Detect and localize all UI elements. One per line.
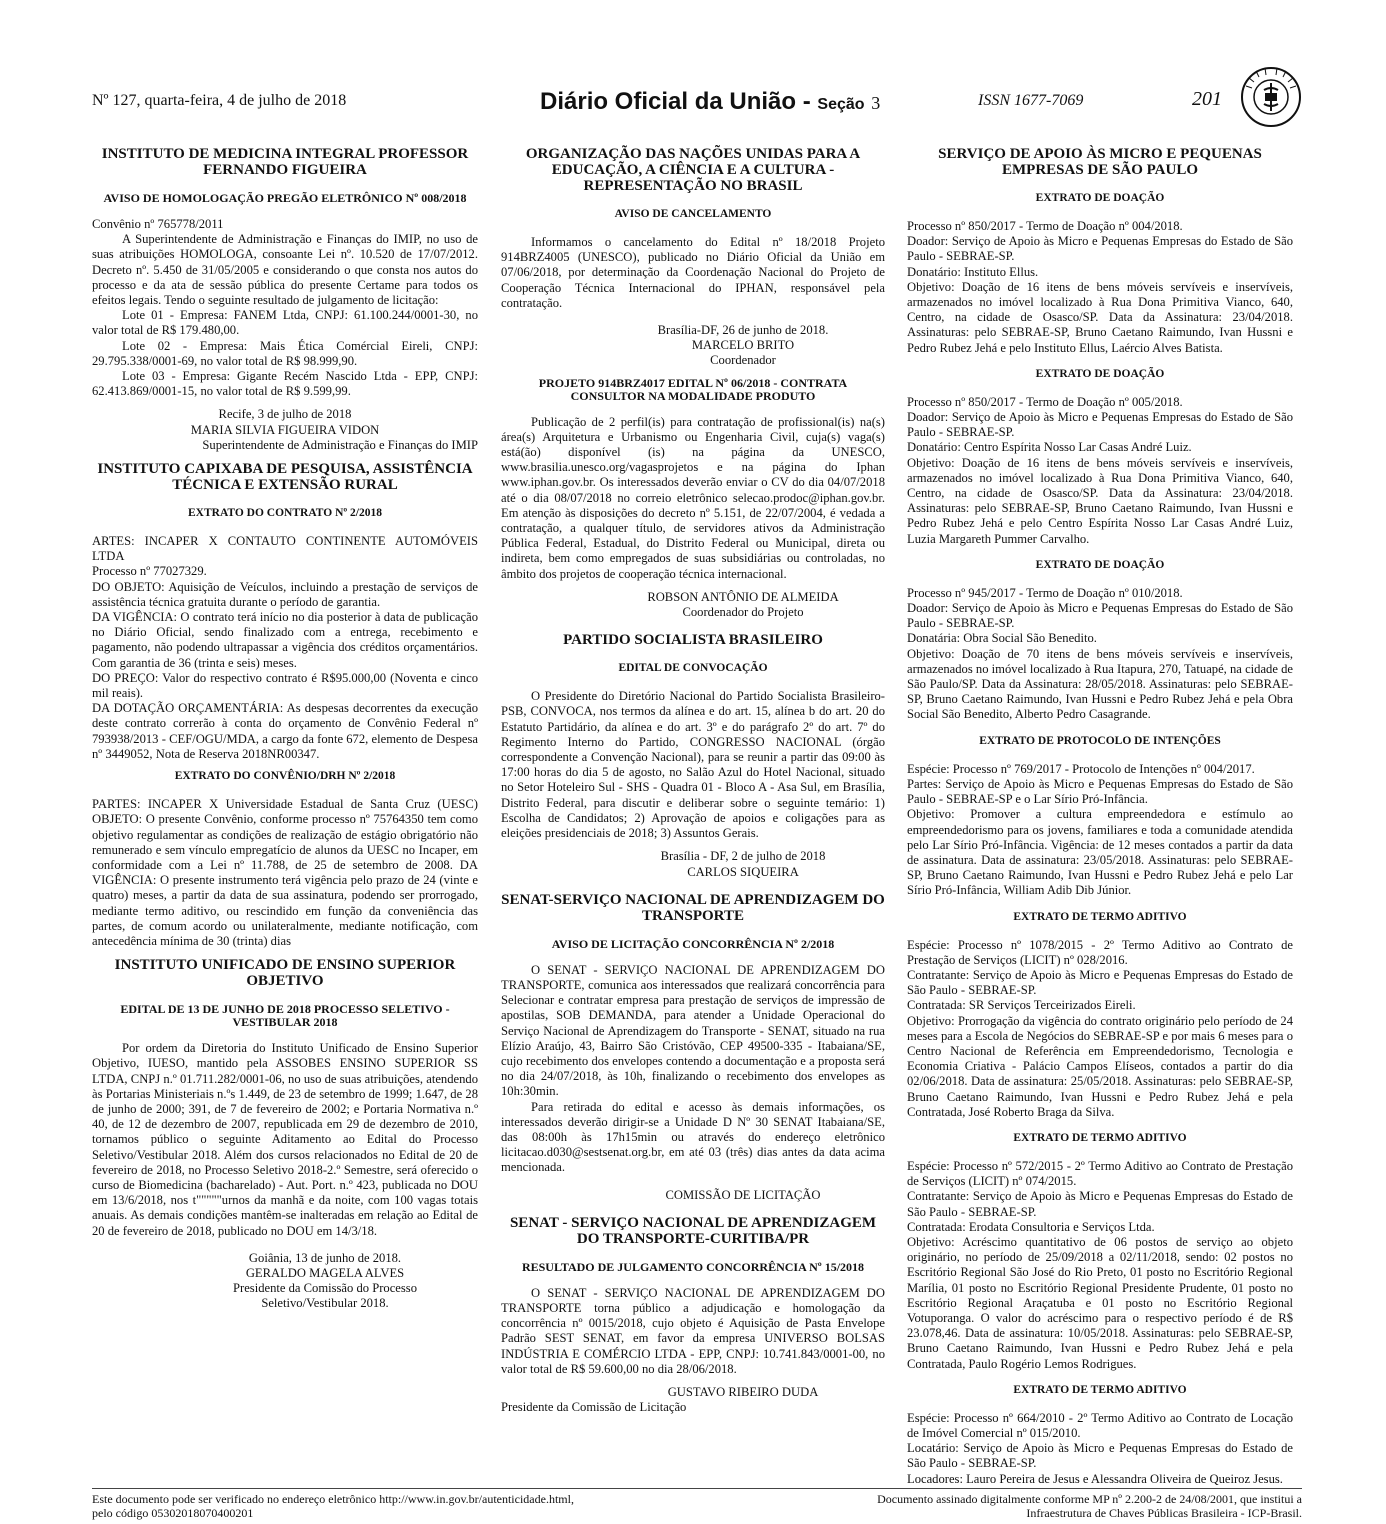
place-date: Goiânia, 13 de junho de 2018. <box>248 1250 402 1265</box>
signer-role: Presidente da Comissão de Licitação <box>501 1400 687 1415</box>
footer-line: Este documento pode ser verificado no endereço eletrônico http://www.in.gov.br/autenticidade.html, <box>92 1492 574 1506</box>
place-date: Brasília-DF, 26 de junho de 2018. <box>657 323 829 338</box>
section-title: SENAT-SERVIÇO NACIONAL DE APRENDIZAGEM DO TRANSPORTE <box>501 891 885 924</box>
signer-name: CARLOS SIQUEIRA <box>687 864 799 879</box>
paragraph: O Presidente do Diretório Nacional do Partido Socialista Brasileiro-PSB, CONVOCA, nos termos da alínea e do art. 15, alínea b do art. 20 do Estatuto Partidário, da alínea e do art. 3º e do parágrafo 2º do art. 7º do Regimento Interno do Partido, CONGRESSO NACIONAL (órgão correspondente a Convenção Nacional), para se reunir a partir das 09:00 às 17:00 horas do dia 5 de agosto, no Salão Azul do Hotel Nacional, situado no Setor Hoteleiro Sul - SHS - Quadra 01 - Bloco A - Asa Sul, em Brasília, Distrito Federal, para discutir e deliberar sobre o seguinte temário: 1) Escolha de Candidatos; 2) Aprovação de apoios e coligações para as eleições presidenciais de 2018; 3) Assuntos Gerais. <box>501 689 885 841</box>
section-subtitle: EXTRATO DE TERMO ADITIVO <box>1013 910 1187 923</box>
column-2 <box>501 146 885 1415</box>
title-text: Diário Oficial da União - <box>540 88 811 115</box>
footer-signature <box>782 1492 1302 1520</box>
page-header <box>92 86 1302 126</box>
paragraph: Objetivo: Doação de 70 itens de bens móveis servíveis e inservíveis, armazenados no imóvel localizado à Rua Itapura, 270, Tatuapé, na cidade de São Paulo/SP. Data da Assinatura: 28/05/2018. Assinaturas: pelo SEBRAE-SP, Bruno Caetano Raimundo, Ivan Hussni e Pedro Rubez Jehá e pela Obra Social São Benedito, Alberto Pedro Casagrande. <box>907 646 1293 722</box>
paragraph: Locatário: Serviço de Apoio às Micro e Pequenas Empresas do Estado de São Paulo - SEBRAE-SP. <box>907 1441 1293 1471</box>
paragraph: Objetivo: Acréscimo quantitativo de 06 postos de serviço ao objeto originário, no período de 25/09/2018 a 02/11/2018, sendo: 02 postos no Escritório Regional São José do Rio Preto, 01 posto no Escritório Regional Marília, 01 posto no Escritório Regional Presidente Prudente, 01 posto no Escritório Regional Araçatuba e 01 posto no Escritório Regional Votuporanga. O valor do acréscimo para o respectivo período é de R$ 23.078,46. Data de assinatura: 10/05/2018. Assinaturas: pelo SEBRAE-SP, Bruno Caetano Raimundo, Ivan Hussni e Pedro Rubez Jehá e pela Contratada, Paulo Rogério Lemos Rodrigues. <box>907 1234 1293 1371</box>
section-subtitle: EXTRATO DE DOAÇÃO <box>1035 367 1165 380</box>
paragraph: Espécie: Processo nº 769/2017 - Protocolo de Intenções nº 004/2017. <box>907 761 1255 776</box>
paragraph: Donatária: Obra Social São Benedito. <box>907 631 1097 646</box>
paragraph: ARTES: INCAPER X CONTAUTO CONTINENTE AUTOMÓVEIS LTDA <box>92 534 478 564</box>
paragraph: Objetivo: Promover a cultura empreendedora e estímulo ao empreendedorismo para os jovens, familiares e toda a comunidade atendida pelo Lar Sírio Pró-Infância. Vigência: de 12 meses contados a partir da data de assinatura. Data de assinatura: 23/05/2018. Assinaturas: pelo SEBRAE-SP, Bruno Caetano Raimundo, Ivan Hussni e Pedro Rubez Jehá e pelo Lar Sírio Pró-Infância, William Adib Dib Júnior. <box>907 807 1293 898</box>
paragraph: Convênio nº 765778/2011 <box>92 217 224 231</box>
paragraph: Para retirada do edital e acesso às demais informações, os interessados deverão dirigir-se a Unidade D Nº 30 SENAT Itabaiana/SE, das 08:00h às 17h15min ou através do endereço eletrônico licitacao.d030@sestsenat.org.br, em até 03 (três) dias antes da data acima mencionada. <box>501 1099 885 1175</box>
section-subtitle: EXTRATO DO CONVÊNIO/DRH Nº 2/2018 <box>174 770 396 783</box>
paragraph: Contratante: Serviço de Apoio às Micro e Pequenas Empresas do Estado de São Paulo - SEBRAE-SP. <box>907 967 1293 998</box>
paragraph: PARTES: INCAPER X Universidade Estadual de Santa Cruz (UESC) OBJETO: O presente Convênio, conforme processo nº 75764350 tem como objetivo regulamentar as condições de realização de estágio obrigatório não remunerado e sem vínculo empregatício de alunos da UESC no Incaper, em conformidade com a Lei nº 11.788, de 25 de setembro de 2008. DA VIGÊNCIA: O presente instrumento terá vigência pelo prazo de 24 (vinte e quatro) meses, a partir da data de sua assinatura, podendo ser prorrogado, mediante termo aditivo, ou rescindido em função da conveniência das partes, de comum acordo ou unilateralmente, mediante notificação, com antecedência mínima de 30 (trinta) dias <box>92 797 478 948</box>
paragraph: Contratada: SR Serviços Terceirizados Eireli. <box>907 998 1136 1013</box>
footer-line: Infraestrutura de Chaves Públicas Brasileira - ICP-Brasil. <box>1026 1506 1302 1520</box>
footer-verification <box>92 1492 652 1520</box>
paragraph: Informamos o cancelamento do Edital nº 18/2018 Projeto 914BRZ4005 (UNESCO), publicado no Diário Oficial da União em 07/06/2018, por determinação da Coordenação Nacional do Projeto de Cooperação Técnica Internacional do IPHAN, responsável pela contratação. <box>501 235 885 310</box>
paragraph: Doador: Serviço de Apoio às Micro e Pequenas Empresas do Estado de São Paulo - SEBRAE-SP. <box>907 234 1293 264</box>
signer-role: Coordenador do Projeto <box>682 605 804 620</box>
place-date: Brasília - DF, 2 de julho de 2018 <box>660 849 826 864</box>
section-subtitle: EXTRATO DE TERMO ADITIVO <box>1013 1383 1187 1396</box>
section-title: INSTITUTO CAPIXABA DE PESQUISA, ASSISTÊNCIA TÉCNICA E EXTENSÃO RURAL <box>97 461 473 494</box>
paragraph: Publicação de 2 perfil(is) para contratação de profissional(is) na(s) área(s) Arquitetura e Urbanismo ou Engenharia Civil, cuja(s) vaga(s) está(ão) disponível (is) na página da UNESCO, www.brasilia.unesco.org/vagasprojetos e na página do Iphan www.iphan.gov.br. Os interessados deverão enviar o CV do dia 04/07/2018 até o dia 08/07/2018 no correio eletrônico selecao.prodoc@iphan.gov.br. Em atenção às disposições do decreto nº 5.151, de 22/07/2004, é vedada a contratação, a qualquer título, de servidores ativos da Administração Pública Federal, Estadual, do Distrito Federal ou Municipal, direta ou indireta, bem como empregados de suas subsidiárias ou controladas, no âmbito dos projetos de cooperação técnica internacional. <box>501 414 885 581</box>
section-subtitle: RESULTADO DE JULGAMENTO CONCORRÊNCIA Nº 15/2018 <box>521 1259 865 1274</box>
page-number: 201 <box>1192 88 1222 110</box>
column-3 <box>907 146 1293 1487</box>
column-1 <box>92 146 478 1312</box>
paragraph: Processo nº 77027329. <box>92 564 207 579</box>
section-subtitle: AVISO DE HOMOLOGAÇÃO PREGÃO ELETRÔNICO Nº 008/2018 <box>103 191 467 205</box>
signer-role: Seletivo/Vestibular 2018. <box>261 1296 389 1311</box>
signer-name: GERALDO MAGELA ALVES <box>245 1265 405 1280</box>
section-subtitle: AVISO DE LICITAÇÃO CONCORRÊNCIA Nº 2/2018 <box>551 936 835 951</box>
signer-role: Superintendente de Administração e Finanças do IMIP <box>202 437 478 452</box>
section-title: PARTIDO SOCIALISTA BRASILEIRO <box>563 632 823 649</box>
paragraph: Doador: Serviço de Apoio às Micro e Pequenas Empresas do Estado de São Paulo - SEBRAE-SP. <box>907 601 1293 631</box>
section-subtitle: EXTRATO DE DOAÇÃO <box>1035 192 1165 204</box>
signer-name: ROBSON ANTÔNIO DE ALMEIDA <box>647 589 839 604</box>
paragraph: A Superintendente de Administração e Finanças do IMIP, no uso de suas atribuições HOMOLOGA, consoante Lei nº. 10.520 de 17/07/2012. Decreto nº. 5.450 de 31/05/2005 e considerando o que consta nos autos do processo e da ata de sessão pública do presente Certame para todos os efeitos legais. Tendo o seguinte resultado de julgamento de licitação: <box>92 232 478 308</box>
paragraph: Objetivo: Doação de 16 itens de bens móveis servíveis e inservíveis, armazenados no imóvel localizado à Rua Dona Primitiva Vianco, 640, Centro, na cidade de Osasco/SP. Data da Assinatura: 23/04/2018. Assinaturas: pelo SEBRAE-SP, Bruno Caetano Raimundo, Ivan Hussni e Pedro Rubez Jehá e pelo Centro Espírita Nosso Lar Casas André Luiz, Luzia Margareth Pummer Carvalho. <box>907 455 1293 546</box>
paragraph: DA VIGÊNCIA: O contrato terá início no dia posterior à data de publicação no Diário Oficial, sendo finalizado com a entrega, recebimento e pagamento, não podendo ultrapassar a vigência dos créditos orçamentários. Com garantia de 36 (trinta e seis) meses. <box>92 610 478 670</box>
signer-name: MARCELO BRITO <box>691 338 795 353</box>
paragraph: Processo nº 850/2017 - Termo de Doação nº 004/2018. <box>907 219 1183 233</box>
section-subtitle: EDITAL DE CONVOCAÇÃO <box>618 662 768 675</box>
section-subtitle: EXTRATO DE PROTOCOLO DE INTENÇÕES <box>979 734 1221 747</box>
imprensa-nacional-seal-icon <box>1240 66 1302 128</box>
section-subtitle: PROJETO 914BRZ4017 EDITAL Nº 06/2018 - CONTRATA CONSULTOR NA MODALIDADE PRODUTO <box>538 375 848 403</box>
signer-name: GUSTAVO RIBEIRO DUDA <box>667 1384 819 1399</box>
signer-role: Presidente da Comissão do Processo <box>233 1281 417 1296</box>
newspaper-title <box>540 88 880 116</box>
paragraph: Objetivo: Doação de 16 itens de bens móveis servíveis e inservíveis, armazenados no imóvel localizado à Rua Dona Primitiva Vianco, 640, Centro, na cidade de Osasco/SP. Data da Assinatura: 23/04/2018. Assinaturas: pelo SEBRAE-SP, Bruno Caetano Raimundo, Ivan Hussni e Pedro Rubez Jehá e pelo Instituto Ellus, Laércio Alves Batista. <box>907 279 1293 355</box>
footer-line: pelo código 05302018070400201 <box>92 1506 254 1520</box>
issn: ISSN 1677-7069 <box>978 92 1084 109</box>
paragraph: Doador: Serviço de Apoio às Micro e Pequenas Empresas do Estado de São Paulo - SEBRAE-SP. <box>907 410 1293 440</box>
section-title: SERVIÇO DE APOIO ÀS MICRO E PEQUENAS EMPRESAS DE SÃO PAULO <box>938 146 1262 178</box>
paragraph: Processo nº 945/2017 - Termo de Doação nº 010/2018. <box>907 585 1183 600</box>
paragraph: Lote 02 - Empresa: Mais Ética Comércial Eireli, CNPJ: 29.795.338/0001-69, no valor total de R$ 98.999,90. <box>92 338 478 368</box>
paragraph: Contratada: Erodata Consultoria e Serviços Ltda. <box>907 1219 1155 1234</box>
paragraph: Partes: Serviço de Apoio às Micro e Pequenas Empresas do Estado de São Paulo - SEBRAE-SP e o Lar Sírio Pró-Infância. <box>907 776 1293 807</box>
issue-info: Nº 127, quarta-feira, 4 de julho de 2018 <box>92 92 347 109</box>
section-subtitle: EXTRATO DE TERMO ADITIVO <box>1013 1131 1187 1144</box>
paragraph: Lote 01 - Empresa: FANEM Ltda, CNPJ: 61.100.244/0001-30, no valor total de R$ 179.480,00. <box>92 308 478 338</box>
paragraph: Donatário: Centro Espírita Nosso Lar Casas André Luiz. <box>907 440 1192 455</box>
paragraph: Donatário: Instituto Ellus. <box>907 264 1039 279</box>
paragraph: DO PREÇO: Valor do respectivo contrato é R$95.000,00 (Noventa e cinco mil reais). <box>92 670 478 701</box>
page-footer <box>92 1488 1302 1520</box>
paragraph: DA DOTAÇÃO ORÇAMENTÁRIA: As despesas decorrentes da execução deste contrato correrão à conta do orçamento de Convênio Federal nº 793938/2013 - CEF/OGU/MDA, a cargo da fonte 672, elemento de Despesa nº 3449052, Nota de Reserva 2018NR00347. <box>92 701 478 761</box>
section-subtitle: EDITAL DE 13 DE JUNHO DE 2018 PROCESSO SELETIVO - VESTIBULAR 2018 <box>120 1002 450 1030</box>
paragraph: O SENAT - SERVIÇO NACIONAL DE APRENDIZAGEM DO TRANSPORTE, comunica aos interessados que realizará concorrência para Selecionar e contratar empresa para prestação de serviços de impressão de apostilas, SOB DEMANDA, para atender a Unidade Operacional do Serviço Nacional de Aprendizagem do Transporte - SENAT, situado na rua Elízio Araújo, 43, Bairro São Cristóvão, CEP 49500-335 - Itabaiana/SE, cujo recebimento dos envelopes contendo a documentação e a proposta será no dia 24/07/2018, às 10h, finalizando o recebimento dos envelopes as 10h:30min. <box>501 962 885 1099</box>
section-title: ORGANIZAÇÃO DAS NAÇÕES UNIDAS PARA A EDUCAÇÃO, A CIÊNCIA E A CULTURA - REPRESENTAÇÃO NO BRASIL <box>525 146 861 194</box>
paragraph: Lote 03 - Empresa: Gigante Recém Nascido Ltda - EPP, CNPJ: 62.413.869/0001-15, no valor total de R$ 9.599,99. <box>92 369 478 399</box>
section-subtitle: EXTRATO DE DOAÇÃO <box>1035 558 1165 571</box>
signer-name: MARIA SILVIA FIGUEIRA VIDON <box>190 422 380 437</box>
section-label: Seção <box>817 96 865 113</box>
place-date: Recife, 3 de julho de 2018 <box>218 407 352 422</box>
paragraph: DO OBJETO: Aquisição de Veículos, incluindo a prestação de serviços de assistência técnica gratuita durante o período de garantia. <box>92 579 478 609</box>
signer-role: Coordenador <box>710 353 776 368</box>
section-number: 3 <box>871 93 881 113</box>
footer-line: Documento assinado digitalmente conforme MP nº 2.200-2 de 24/08/2001, que institui a <box>877 1492 1302 1506</box>
paragraph: Processo nº 850/2017 - Termo de Doação nº 005/2018. <box>907 394 1183 409</box>
paragraph: Locadores: Lauro Pereira de Jesus e Alessandra Oliveira de Queiroz Jesus. <box>907 1471 1283 1486</box>
paragraph: Espécie: Processo nº 572/2015 - 2º Termo Aditivo ao Contrato de Prestação de Serviços (LICIT) nº 074/2015. <box>907 1158 1293 1189</box>
signer-name: COMISSÃO DE LICITAÇÃO <box>665 1187 821 1202</box>
section-title: SENAT - SERVIÇO NACIONAL DE APRENDIZAGEM DO TRANSPORTE-CURITIBA/PR <box>509 1214 877 1247</box>
section-subtitle: AVISO DE CANCELAMENTO <box>614 208 772 220</box>
paragraph: O SENAT - SERVIÇO NACIONAL DE APRENDIZAGEM DO TRANSPORTE torna público a adjudicação e homologação da concorrência nº 0015/2018, cujo objeto é Aquisição de Pasta Envelope Padrão SEST SENAT, em favor da empresa UNIVERSO BOLSAS INDÚSTRIA E COMÉRCIO LTDA - EPP, CNPJ: 10.741.843/0001-00, no valor total de R$ 59.600,00 no dia 28/06/2018. <box>501 1285 885 1376</box>
paragraph: Objetivo: Prorrogação da vigência do contrato originário pelo período de 24 meses para a Escola de Negócios do SEBRAE-SP e por mais 6 meses para o Centro Nacional de Referência em Empreendedorismo, Tecnologia e Economia Criativa - Palácio Campos Elíseos, contados a partir do dia 02/06/2018. Data de assinatura: 25/05/2018. Assinaturas: pelo SEBRAE-SP, Bruno Caetano Raimundo, Ivan Hussni e Pedro Rubez Jehá e pela Contratada, José Roberto Braga da Silva. <box>907 1013 1293 1119</box>
paragraph: Espécie: Processo nº 664/2010 - 2º Termo Aditivo ao Contrato de Locação de Imóvel Comercial nº 015/2010. <box>907 1410 1293 1440</box>
paragraph: Espécie: Processo nº 1078/2015 - 2º Termo Aditivo ao Contrato de Prestação de Serviços (LICIT) nº 028/2016. <box>907 937 1293 967</box>
section-subtitle: EXTRATO DO CONTRATO Nº 2/2018 <box>188 507 382 520</box>
section-title: INSTITUTO UNIFICADO DE ENSINO SUPERIOR OBJETIVO <box>114 957 456 990</box>
paragraph: Por ordem da Diretoria do Instituto Unificado de Ensino Superior Objetivo, IUESO, mantido pela ASSOBES ENSINO SUPERIOR SS LTDA, CNPJ n.º 01.711.282/0001-06, no uso de suas atribuições, atendendo às Portarias Ministeriais n.ºs 1.449, de 23 de setembro de 1999; 1.647, de 28 de junho de 2000; 391, de 7 de fevereiro de 2002; e Portaria Normativa n.º 40, de 12 de dezembro de 2007, republicada em 29 de dezembro de 2010, tornamos público o seguinte Aditamento ao Edital do Processo Seletivo/Vestibular 2018. Além dos cursos relacionados no Edital de 20 de fevereiro de 2018, no Processo Seletivo 2018-2.º Semestre, será oferecido o curso de Biomedicina (bacharelado) - Aut. Port. n.º 423, publicada no DOU em 13/6/2018, nos t"""""urnos da manhã e da noite, com 100 vagas totais anuais. As demais condições mantêm-se inalteradas em relação ao Edital de 20 de fevereiro de 2018, publicado no DOU em 14/3/18. <box>92 1041 478 1238</box>
section-title: INSTITUTO DE MEDICINA INTEGRAL PROFESSOR FERNANDO FIGUEIRA <box>101 146 469 178</box>
paragraph: Contratante: Serviço de Apoio às Micro e Pequenas Empresas do Estado de São Paulo - SEBRAE-SP. <box>907 1189 1293 1219</box>
